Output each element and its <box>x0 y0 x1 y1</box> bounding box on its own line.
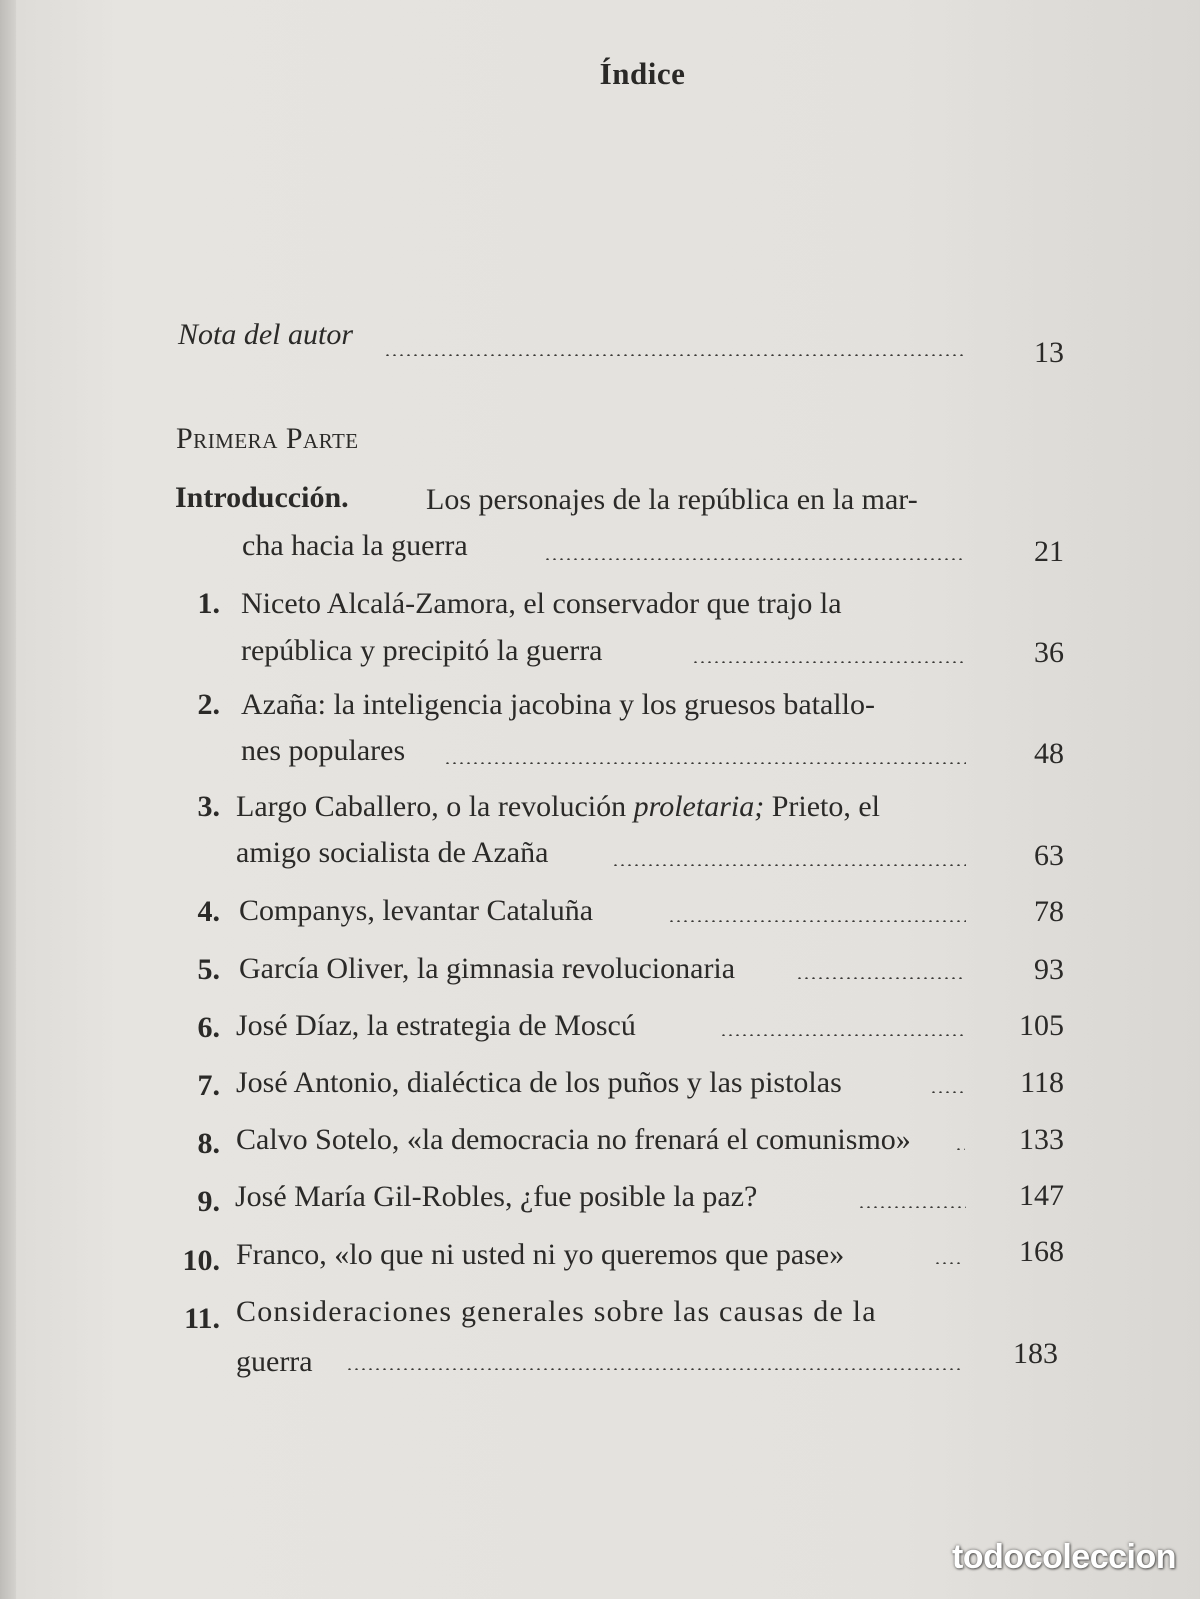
leader-dots <box>612 864 966 866</box>
toc-page-number: 168 <box>1019 1235 1064 1268</box>
text-segment-italic: proletaria; <box>633 790 765 823</box>
leader-dots <box>796 977 966 979</box>
leader-dots <box>544 558 966 560</box>
leader-dots <box>934 1262 964 1264</box>
chapter-number: 5. <box>197 953 220 986</box>
chapter-number: 3. <box>197 790 220 823</box>
toc-entry-line2: nes populares <box>241 734 406 767</box>
toc-page-number: 105 <box>1019 1009 1064 1042</box>
toc-page-number: 63 <box>1034 839 1064 872</box>
toc-entry-label: Nota del autor <box>178 318 354 351</box>
toc-entry-line1: García Oliver, la gimnasia revolucionaria <box>239 952 736 985</box>
chapter-number: 2. <box>197 688 220 721</box>
leader-dots <box>444 762 966 764</box>
toc-entry-line1: Consideraciones generales sobre las causas de la <box>236 1295 877 1328</box>
leader-dots <box>720 1034 966 1036</box>
page-edge <box>0 0 16 1599</box>
toc-entry-line1 <box>236 792 880 822</box>
toc-entry-line1: José María Gil-Robles, ¿fue posible la paz? <box>235 1180 758 1213</box>
leader-dots <box>955 1148 965 1150</box>
leader-dots <box>668 920 966 922</box>
toc-page-number: 118 <box>1020 1066 1064 1099</box>
toc-page-number: 78 <box>1034 895 1064 928</box>
chapter-number: 11. <box>184 1302 220 1335</box>
toc-entry-line1: Calvo Sotelo, «la democracia no frenará el comunismo» <box>236 1123 911 1156</box>
chapter-number: 4. <box>197 895 220 928</box>
toc-entry-line1: Franco, «lo que ni usted ni yo queremos que pase» <box>236 1238 845 1271</box>
toc-page-number: 133 <box>1019 1123 1064 1156</box>
chapter-number: 6. <box>197 1011 220 1044</box>
leader-dots <box>858 1206 966 1208</box>
toc-page-number: 48 <box>1034 737 1064 770</box>
toc-entry-line1: José Díaz, la estrategia de Moscú <box>236 1009 636 1042</box>
toc-entry-line2: república y precipitó la guerra <box>241 634 603 667</box>
chapter-number: 8. <box>197 1127 220 1160</box>
toc-entry-line1: Niceto Alcalá-Zamora, el conservador que trajo la <box>241 587 842 620</box>
toc-page-number: 21 <box>1034 535 1064 568</box>
part-heading: Primera Parte <box>176 422 359 455</box>
toc-page-number: 36 <box>1034 636 1064 669</box>
toc-entry-line1: Companys, levantar Cataluña <box>239 894 594 927</box>
text-segment: Largo Caballero, o la revolución <box>236 790 634 823</box>
toc-entry-line1: Los personajes de la república en la mar- <box>426 483 918 516</box>
toc-page-number: 13 <box>1034 336 1064 369</box>
text-segment: Prieto, el <box>764 790 881 823</box>
toc-entry-line1: José Antonio, dialéctica de los puños y las pistolas <box>236 1066 842 1099</box>
leader-dots <box>930 1091 966 1093</box>
toc-entry-line2: guerra <box>236 1345 313 1378</box>
toc-page-number: 183 <box>1013 1337 1058 1370</box>
leader-dots <box>692 661 966 663</box>
chapter-number: 9. <box>197 1185 220 1218</box>
chapter-number: 10. <box>182 1244 220 1277</box>
chapter-number: 7. <box>197 1069 220 1102</box>
intro-label: Introducción. <box>175 481 349 514</box>
toc-page-number: 93 <box>1034 953 1064 986</box>
chapter-number: 1. <box>197 587 220 620</box>
leader-dots <box>384 354 966 356</box>
watermark-logo: todocoleccion <box>952 1538 1176 1576</box>
page-title: Índice <box>599 56 686 91</box>
toc-entry-line1: Azaña: la inteligencia jacobina y los gruesos batallo- <box>241 688 875 721</box>
toc-page-number: 147 <box>1019 1179 1064 1212</box>
toc-entry-line2: amigo socialista de Azaña <box>236 836 549 869</box>
leader-dots <box>346 1368 960 1370</box>
toc-entry-line2: cha hacia la guerra <box>242 529 468 562</box>
